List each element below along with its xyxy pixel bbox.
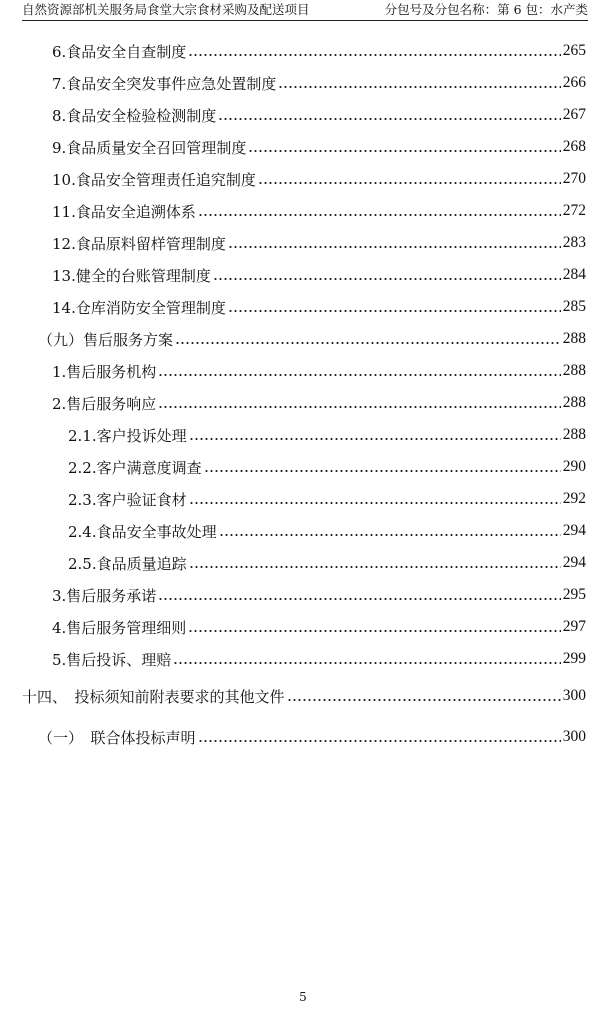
toc-entry-label: 10.食品安全管理责任追究制度 [52,170,256,189]
toc-page-number: 292 [562,490,586,507]
toc-entry-label: （一） 联合体投标声明 [38,728,196,747]
toc-entry-label: 9.食品质量安全召回管理制度 [52,138,247,157]
toc-entry-label: 12.食品原料留样管理制度 [52,234,226,253]
toc-entry[interactable] [52,579,586,611]
toc-page-number: 300 [562,687,586,704]
toc-page-number: 288 [562,330,586,347]
toc-page-number: 288 [562,426,586,443]
toc-entry-label: 13.健全的台账管理制度 [52,266,211,285]
toc-entry-label: 7.食品安全突发事件应急处置制度 [52,74,277,93]
toc-page-number: 272 [562,202,586,219]
toc-entry[interactable] [52,99,586,131]
toc-entry-label: 2.2.客户满意度调查 [68,458,202,477]
toc-entry[interactable] [38,721,586,753]
toc-leader-dots [248,149,560,153]
toc-page-number: 268 [562,138,586,155]
toc-page-number: 288 [562,362,586,379]
toc-entry-label: 5.售后投诉、理赔 [52,650,172,669]
toc-entry-label: 14.仓库消防安全管理制度 [52,298,226,317]
toc-page-number: 297 [562,618,586,635]
toc-entry-label: 4.售后服务管理细则 [52,618,187,637]
toc-leader-dots [228,245,561,249]
toc-entry-label: 2.售后服务响应 [52,394,157,413]
toc-page-number: 285 [562,298,586,315]
toc-leader-dots [278,85,560,89]
toc-entry-label: 2.5.食品质量追踪 [68,554,187,573]
toc-entry-label: 3.售后服务承诺 [52,586,157,605]
header-project-title: 自然资源部机关服务局食堂大宗食材采购及配送项目 [22,2,310,17]
toc-leader-dots [219,533,561,537]
toc-page-number: 267 [562,106,586,123]
toc-page-number: 299 [562,650,586,667]
toc-page-number: 295 [562,586,586,603]
toc-entry[interactable] [68,419,586,451]
toc-entry[interactable] [52,35,586,67]
toc-leader-dots [188,629,560,633]
toc-entry[interactable] [52,259,586,291]
toc-entry[interactable] [68,515,586,547]
toc-entry-label: 6.食品安全自查制度 [52,42,187,61]
toc-page-number: 300 [562,728,586,745]
toc-entry[interactable] [38,323,586,355]
toc-leader-dots [158,597,560,601]
toc-entry[interactable] [68,451,586,483]
toc-leader-dots [175,341,561,345]
toc-leader-dots [188,53,560,57]
page-number-footer: 5 [299,990,307,1004]
toc-entry-label: 2.3.客户验证食材 [68,490,187,509]
toc-entry[interactable] [52,131,586,163]
toc-entry-label: 十四、 投标须知前附表要求的其他文件 [22,687,285,706]
toc-entry-label: （九）售后服务方案 [38,330,174,349]
toc-leader-dots [158,405,560,409]
toc-entry-label: 8.食品安全检验检测制度 [52,106,217,125]
toc-leader-dots [173,661,560,665]
toc-entry[interactable] [52,195,586,227]
toc-entry[interactable] [52,355,586,387]
toc-entry-label: 1.售后服务机构 [52,362,157,381]
toc-entry[interactable] [52,387,586,419]
toc-entry[interactable] [68,547,586,579]
toc-entry[interactable] [52,643,586,675]
toc-leader-dots [287,698,561,702]
toc-page-number: 294 [562,554,586,571]
toc-leader-dots [189,501,561,505]
toc-entry[interactable] [52,67,586,99]
toc-page-number: 265 [562,42,586,59]
toc-page-number: 283 [562,234,586,251]
toc-entry[interactable] [22,680,586,712]
toc-entry[interactable] [52,291,586,323]
toc-leader-dots [189,437,561,441]
toc-page-number: 288 [562,394,586,411]
toc-leader-dots [158,373,560,377]
toc-page-number: 294 [562,522,586,539]
toc-page-number: 284 [562,266,586,283]
toc-leader-dots [198,739,561,743]
page-header [22,0,588,21]
toc-page-number: 270 [562,170,586,187]
toc-entry[interactable] [68,483,586,515]
toc-page-number: 266 [562,74,586,91]
toc-entry-label: 2.4.食品安全事故处理 [68,522,217,541]
toc-leader-dots [228,309,561,313]
toc-entry-label: 11.食品安全追溯体系 [52,202,196,221]
toc-leader-dots [189,565,561,569]
toc-leader-dots [258,181,561,185]
header-package-name: 分包号及分包名称：第 6 包：水产类 [384,2,588,17]
toc-leader-dots [213,277,561,281]
toc-entry[interactable] [52,227,586,259]
toc-leader-dots [198,213,561,217]
toc-leader-dots [204,469,561,473]
toc-entry[interactable] [52,163,586,195]
toc-entry-label: 2.1.客户投诉处理 [68,426,187,445]
toc-leader-dots [218,117,560,121]
toc-entry[interactable] [52,611,586,643]
toc-page-number: 290 [562,458,586,475]
